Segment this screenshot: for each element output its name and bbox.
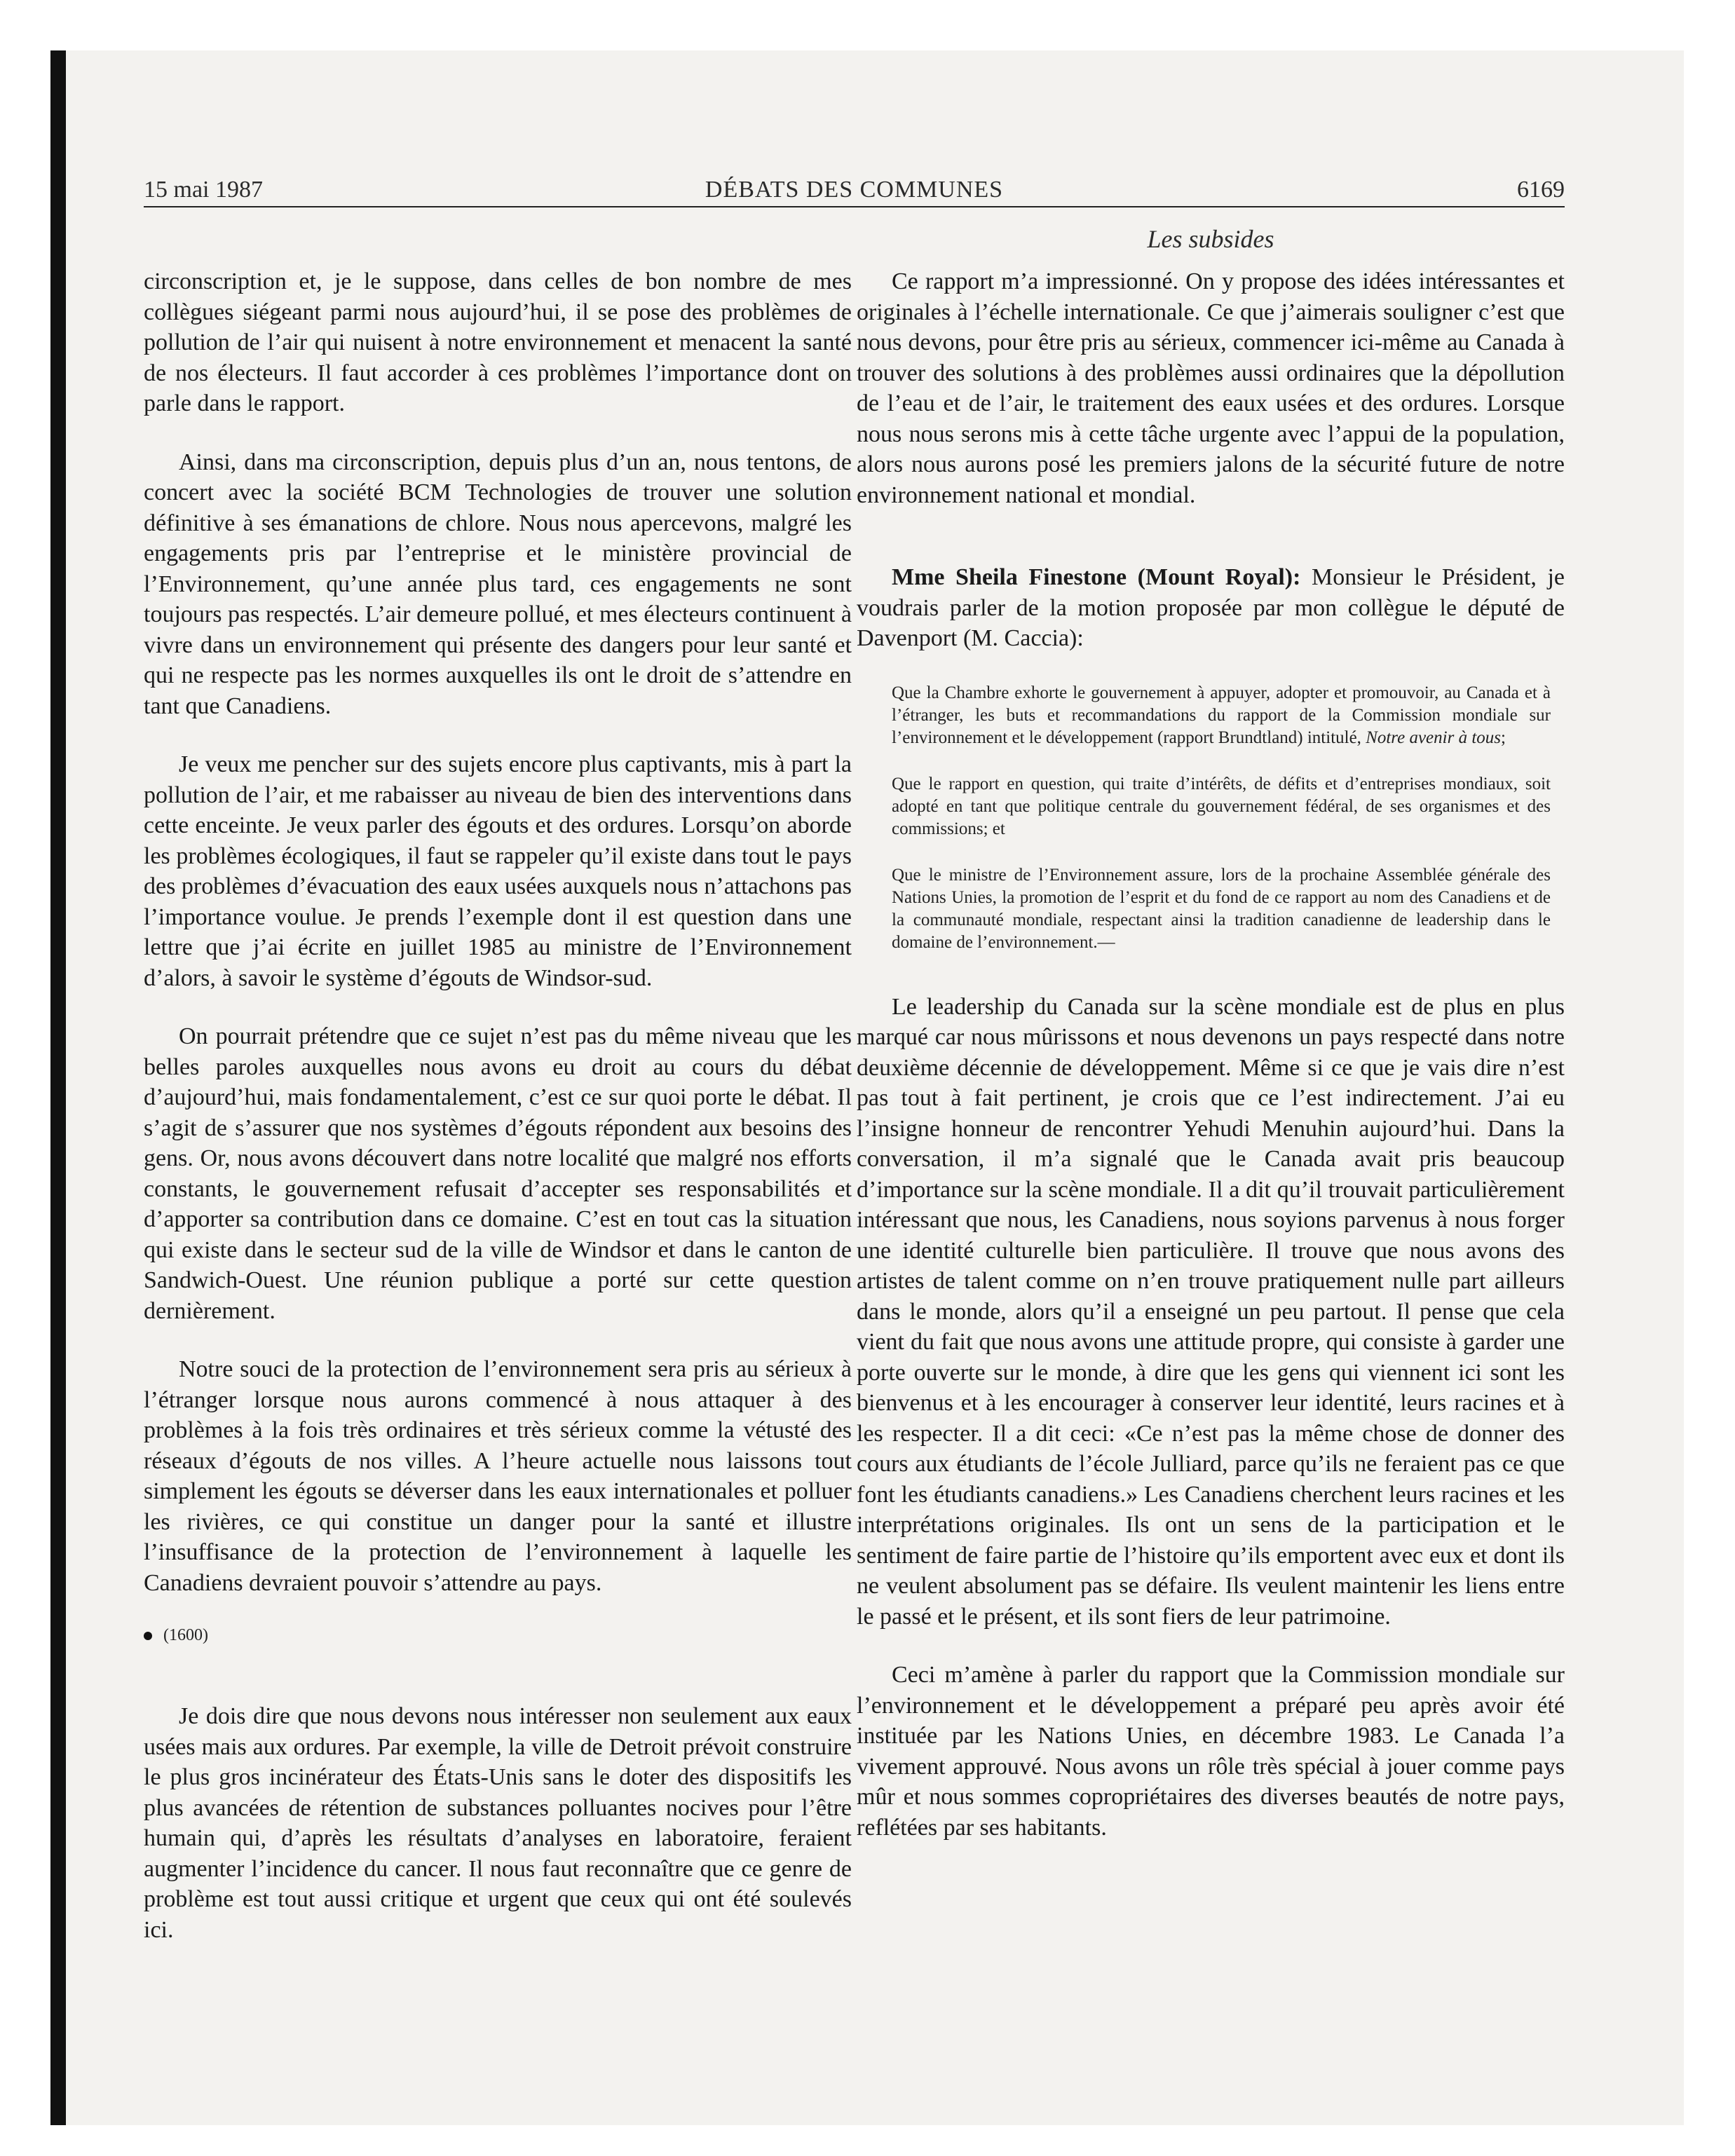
paragraph: Ceci m’amène à parler du rapport que la Commission mondiale sur l’environnement et le développement a préparé peu après avoir été instituée par les Nations Unies, en décembre 1983. Le Canada l’a vivement approuvé. Nous avons un rôle très spécial à jouer comme pays mûr et nous sommes copropriétaires des diverses beautés de notre pays, reflétées par ses habitants. (857, 1662, 1565, 1841)
motion-clause: Que le ministre de l’Environnement assure, lors de la prochaine Assemblée générale des Nations Unies, la promotion de l’esprit et du fond de ce rapport au nom des Canadiens et de la communauté mondiale, respectant ainsi la tradition canadienne de leadership dans le domaine de l’environnement.— (892, 865, 1551, 952)
paragraph: Je veux me pencher sur des sujets encore plus captivants, mis à part la pollution de l’air, et me rabaisser au niveau de bien des interventions dans cette enceinte. Je veux parler des égouts et des ordures. Lorsqu’on aborde les problèmes écologiques, il faut se rappeler qu’il existe dans tout le pays des problèmes d’évacuation des eaux usées auxquels nous n’attachons pas l’importance voulue. Je prends l’exemple dont il est question dans une lettre que j’ai écrite en juillet 1985 au ministre de l’Environnement d’alors, à savoir le système d’égouts de Windsor-sud. (144, 751, 852, 991)
paragraph: Ainsi, dans ma circonscription, depuis plus d’un an, nous tentons, de concert avec la société BCM Technologies de trouver une solution définitive à ses émanations de chlore. Nous nous apercevons, malgré les engagements pris par l’entreprise et le ministère provincial de l’Environnement, qu’une année plus tard, ces engagements ne sont toujours pas respectés. L’air demeure pollué, et mes électeurs continuent à vivre dans un environnement qui présente des dangers pour leur santé et qui ne respecte pas les normes auxquelles ils ont le droit de s’attendre en tant que Canadiens. (144, 449, 852, 719)
header-page-number: 6169 (1517, 177, 1565, 203)
speech-paragraph (857, 562, 1565, 654)
speech-text: Monsieur le Président, je voudrais parler de la motion proposée par mon collègue le député de Davenport (M. Caccia): (857, 564, 1565, 651)
binding-edge (50, 50, 66, 2125)
section-title: Les subsides (1147, 225, 1274, 253)
time-marker-label: (1600) (163, 1626, 208, 1644)
report-title: Notre avenir à tous (1366, 728, 1501, 747)
right-column (857, 266, 1565, 1871)
paragraph: Le leadership du Canada sur la scène mondiale est de plus en plus marqué car nous mûrissons et nous devenons un pays respecté dans notre deuxième décennie de développement. Même si ce que je vais dire n’est pas tout à fait pertinent, je crois que ce l’est indirectement. J’ai eu l’insigne honneur de rencontrer Yehudi Menuhin aujourd’hui. Dans la conversation, il m’a signalé que le Canada avait pris beaucoup d’importance sur la scène mondiale. Il a dit qu’il trouvait particulièrement intéressant que nous, les Canadiens, nous soyions parvenus à nous forger une identité culturelle bien particulière. Il trouve que nous avons des artistes de talent comme on n’en trouve pratiquement nulle part ailleurs dans le monde, alors qu’il a enseigné un peu partout. Il pense que cela vient du fait que nous avons une attitude propre, qui consiste à garder une porte ouverte sur le monde, à dire que les gens qui viennent ici sont les bienvenus et à les encourager à conserver leur identité, leurs racines et à les respecter. Il a dit ceci: «Ce n’est pas la même chose de donner des cours aux étudiants de l’école Julliard, parce qu’ils ne feraient pas ce que font les étudiants canadiens.» Les Canadiens cherchent leurs racines et les interprétations originales. Ils ont un sens de la participation et le sentiment de faire partie de l’histoire qu’ils emportent avec eux et dont ils ne veulent absolument pas se défaire. Ils veulent maintenir les liens entre le passé et le présent, et ils sont fiers de leur patrimoine. (857, 993, 1565, 1630)
paragraph: circonscription et, je le suppose, dans celles de bon nombre de mes collègues siégeant parmi nous aujourd’hui, il se pose des problèmes de pollution de l’air qui nuisent à notre environnement et menacent la santé de nos électeurs. Il faut accorder à ces problèmes l’importance dont on parle dans le rapport. (144, 268, 852, 416)
motion-punctuation: ; (1501, 728, 1506, 747)
page-header (144, 174, 1565, 207)
left-column (144, 266, 852, 1973)
header-journal-title: DÉBATS DES COMMUNES (705, 177, 1004, 203)
time-marker (144, 1626, 852, 1645)
motion-clause (892, 682, 1551, 749)
motion-text: Que la Chambre exhorte le gouvernement à appuyer, adopter et promouvoir, au Canada et à l’étranger, les buts et recommandations du rapport de la Commission mondiale sur l’environnement et le développement (rapport Brundtland) intitulé, (892, 683, 1551, 747)
paragraph: Notre souci de la protection de l’environnement sera pris au sérieux à l’étranger lorsque nous aurons commencé à nous attaquer à des problèmes à la fois très ordinaires et très sérieux comme la vétusté des réseaux d’égouts de nos villes. A l’heure actuelle nous laissons tout simplement les égouts se déverser dans les eaux internationales et polluer les rivières, ce qui constitue un danger pour la santé et illustre l’insuffisance de la protection de l’environnement à laquelle les Canadiens devraient pouvoir s’attendre au pays. (144, 1356, 852, 1596)
motion-clause: Que le rapport en question, qui traite d’intérêts, de défits et d’entreprises mondiaux, soit adopté en tant que politique centrale du gouvernement fédéral, de ses organismes et des commissions; et (892, 774, 1551, 838)
bullet-icon (144, 1632, 152, 1640)
speaker-name: Mme Sheila Finestone (Mount Royal): (892, 564, 1301, 590)
paragraph: Je dois dire que nous devons nous intéresser non seulement aux eaux usées mais aux ordures. Par exemple, la ville de Detroit prévoit construire le plus gros incinérateur des États-Unis sans le doter des dispositifs les plus avancées de rétention de substances polluantes nocives pour l’être humain qui, d’après les résultats d’analyses en laboratoire, feraient augmenter l’incidence du cancer. Il nous faut reconnaître que ce genre de problème est tout aussi critique et urgent que ceux qui ont été soulevés ici. (144, 1703, 852, 1943)
header-date: 15 mai 1987 (144, 177, 263, 203)
paragraph: On pourrait prétendre que ce sujet n’est pas du même niveau que les belles paroles auxquelles nous avons eu droit au cours du débat d’aujourd’hui, mais fondamentalement, c’est ce sur quoi porte le débat. Il s’agit de s’assurer que nos systèmes d’égouts répondent aux besoins des gens. Or, nous avons découvert dans notre localité que malgré nos efforts constants, le gouvernement refusait d’accepter ses responsabilités et d’apporter sa contribution dans ce domaine. C’est en tout cas la situation qui existe dans le secteur sud de la ville de Windsor et dans le canton de Sandwich-Ouest. Une réunion publique a porté sur cette question dernièrement. (144, 1023, 852, 1324)
paragraph: Ce rapport m’a impressionné. On y propose des idées intéressantes et originales à l’échelle internationale. Ce que j’aimerais souligner c’est que nous devons, pour être pris au sérieux, commencer ici-même au Canada à trouver des solutions à des problèmes aussi ordinaires que la dépollution de l’eau et de l’air, le traitement des eaux usées et des ordures. Lorsque nous nous serons mis à cette tâche urgente avec l’appui de la population, alors nous aurons posé les premiers jalons de la sécurité future de notre environnement national et mondial. (857, 268, 1565, 508)
